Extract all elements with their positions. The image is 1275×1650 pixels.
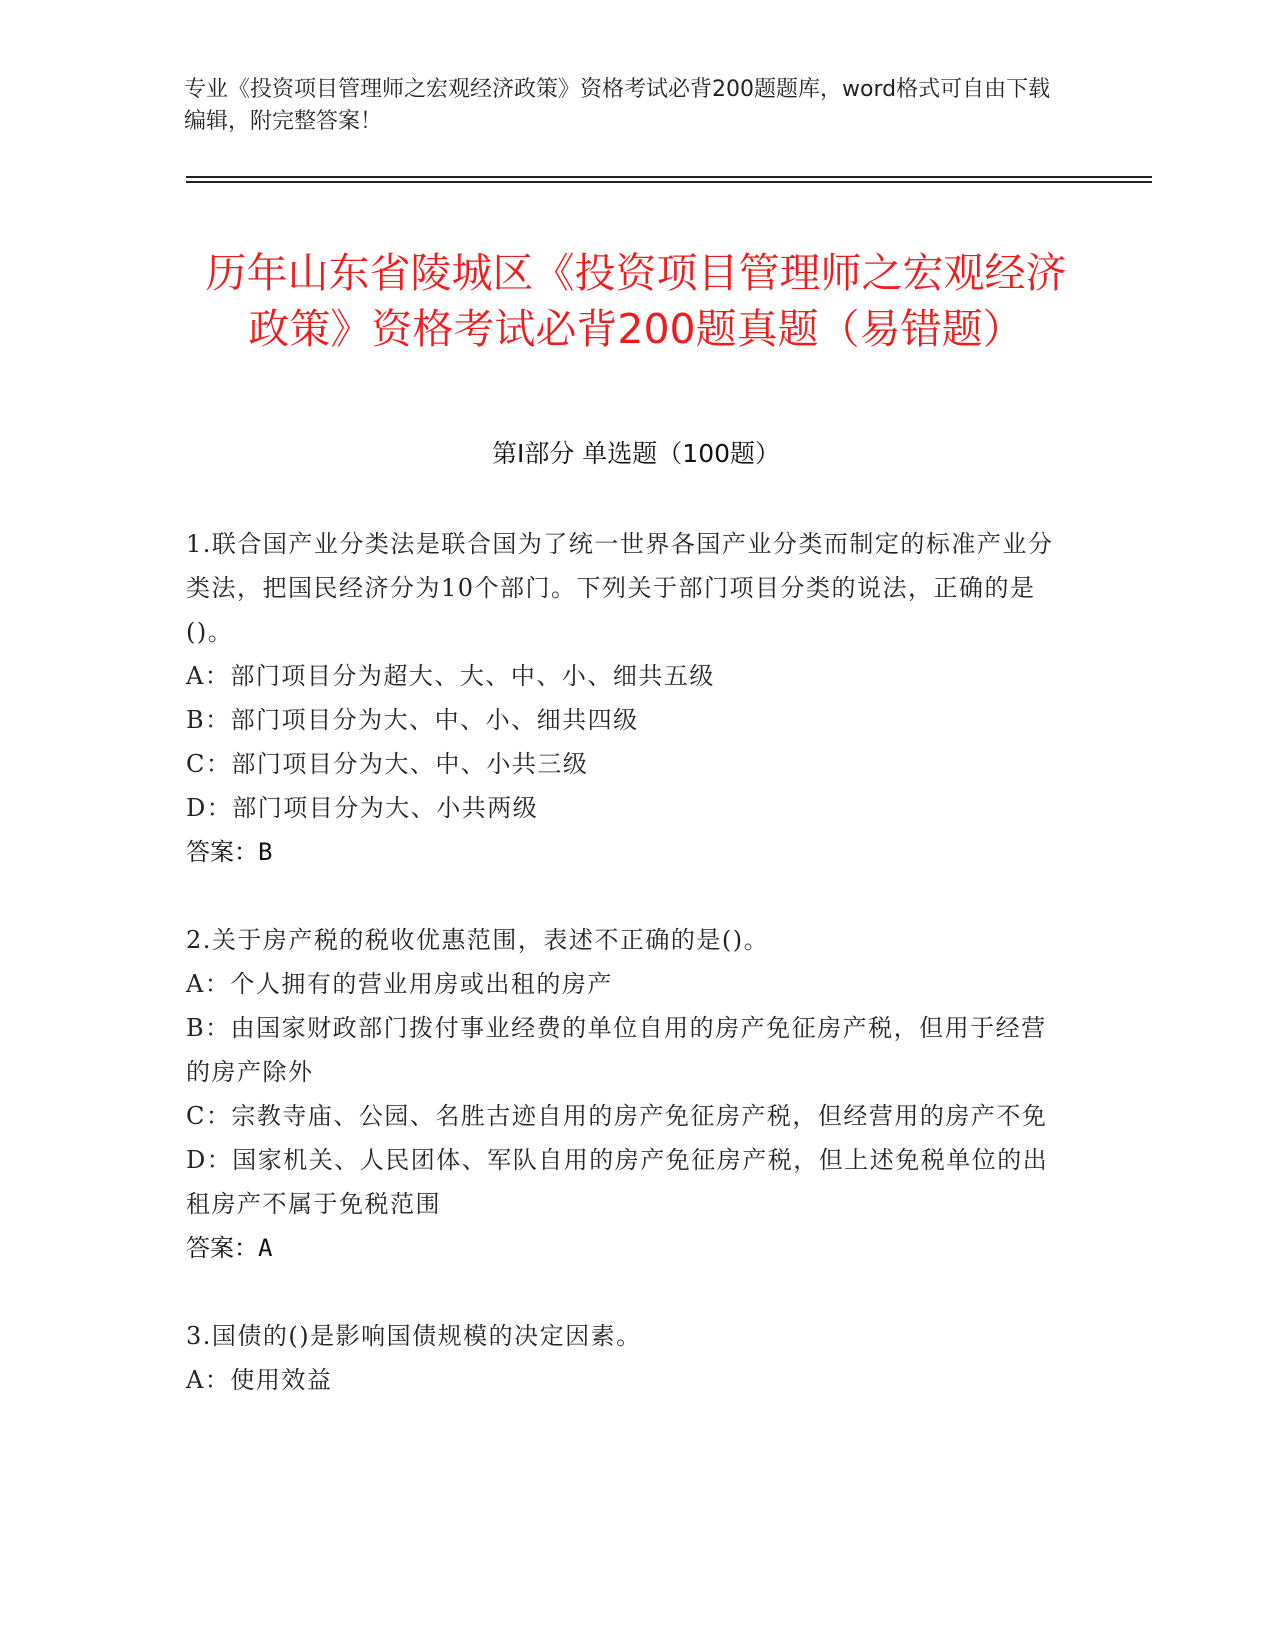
answer bbox=[186, 1226, 1066, 1270]
question-stem: 2.关于房产税的税收优惠范围，表述不正确的是()。 bbox=[186, 926, 770, 954]
option-a: A：个人拥有的营业用房或出租的房产 bbox=[186, 970, 613, 998]
answer-value: A bbox=[258, 1234, 273, 1262]
header-note: 专业《投资项目管理师之宏观经济政策》资格考试必背200题题库，word格式可自由下载编辑，附完整答案！ bbox=[184, 77, 1051, 134]
option-a: A：部门项目分为超大、大、中、小、细共五级 bbox=[186, 662, 715, 690]
answer-label: 答案： bbox=[186, 1234, 258, 1262]
header-divider-bottom bbox=[186, 181, 1152, 183]
question-stem: 3.国债的()是影响国债规模的决定因素。 bbox=[186, 1322, 642, 1350]
question-2 bbox=[186, 918, 1066, 1270]
option-d: D：国家机关、人民团体、军队自用的房产免征房产税，但上述免税单位的出租房产不属于免税范围 bbox=[186, 1146, 1049, 1218]
option-c: C：宗教寺庙、公园、名胜古迹自用的房产免征房产税，但经营用的房产不免 bbox=[186, 1102, 1048, 1130]
option-c: C：部门项目分为大、中、小共三级 bbox=[186, 750, 589, 778]
option-a: A：使用效益 bbox=[186, 1366, 333, 1394]
option-b: B：部门项目分为大、中、小、细共四级 bbox=[186, 706, 639, 734]
question-stem: 1.联合国产业分类法是联合国为了统一世界各国产业分类而制定的标准产业分类法，把国民经济分为10个部门。下列关于部门项目分类的说法，正确的是()。 bbox=[186, 530, 1054, 646]
answer-value: B bbox=[258, 838, 273, 866]
option-b: B：由国家财政部门拨付事业经费的单位自用的房产免征房产税，但用于经营的房产除外 bbox=[186, 1014, 1047, 1086]
header-divider-top bbox=[186, 176, 1152, 178]
answer bbox=[186, 830, 1066, 874]
question-1 bbox=[186, 522, 1066, 874]
answer-label: 答案： bbox=[186, 838, 258, 866]
document-title: 历年山东省陵城区《投资项目管理师之宏观经济政策》资格考试必背200题真题（易错题） bbox=[205, 249, 1067, 354]
question-3 bbox=[186, 1314, 1066, 1402]
option-d: D：部门项目分为大、小共两级 bbox=[186, 794, 539, 822]
section-heading: 第I部分 单选题（100题） bbox=[491, 439, 781, 468]
question-list bbox=[186, 522, 1066, 1446]
